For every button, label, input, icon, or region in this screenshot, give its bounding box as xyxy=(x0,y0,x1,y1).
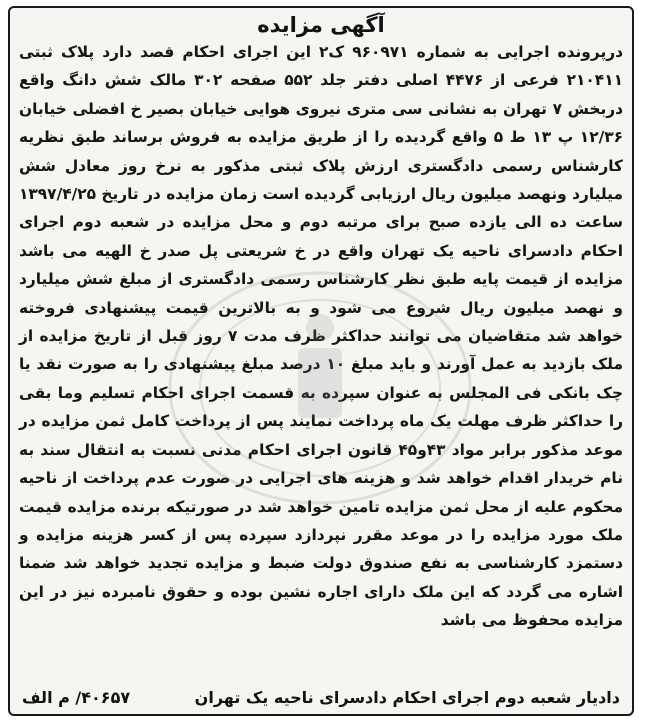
notice-signature: دادیار شعبه دوم اجرای احکام دادسرای ناحیه یک تهران xyxy=(194,687,620,707)
notice-code: ۴۰۶۵۷/ م الف xyxy=(22,687,131,707)
notice-body-text: درپرونده اجرایی به شماره ۹۶۰۹۷۱ ک۲ این اجرای احکام قصد دارد پلاک ثبتی ۲۱۰۴۱۱ فرعی از ۴۴۷۶ اصلی دفتر جلد ۵۵۲ صفحه ۳۰۲ مالک شش دانگ واقع دربخش ۷ تهران به نشانی سی متری نیروی هوایی خیابان بصیر خ افضلی خیابان ۱۲/۳۶ پ ۱۳ ط ۵ واقع گردیده را از طریق مزایده به فروش برساند طبق نظریه کارشناس رسمی دادگستری ارزش پلاک ثبتی مذکور به نرخ روز معادل شش میلیارد ونهصد میلیون ریال ارزیابی گردیده است زمان مزایده در تاریخ ۱۳۹۷/۴/۲۵ ساعت ده الی یازده صبح برای مرتبه دوم و محل مزایده در شعبه دوم اجرای احکام دادسرای ناحیه یک تهران واقع در خ شریعتی پل صدر خ الهیه می باشد مزایده از قیمت پایه طبق نظر کارشناس رسمی دادگستری از مبلغ شش میلیارد و نهصد میلیون ریال شروع می شود و به بالاترین قیمت پیشنهادی فروخته خواهد شد متقاضیان می توانند حداکثر ظرف مدت ۷ روز قبل از تاریخ مزایده از ملک بازدید به عمل آورند و باید مبلغ ۱۰ درصد مبلغ پیشنهادی را به صورت نقد یا چک بانکی فی المجلس به عنوان سپرده به قسمت اجرای احکام تسلیم وما بقی را حداکثر ظرف مهلت یک ماه پرداخت نمایند پس از پرداخت کامل ثمن مزایده در موعد مذکور برابر مواد ۴۳و۴۵ قانون اجرای احکام مدنی نسبت به انتقال سند به نام خریدار اقدام خواهد شد و هزینه های اجرایی در صورت عدم پرداخت از ناحیه محکوم علیه از محل ثمن مزایده تامین خواهد شد در صورتیکه برنده مزایده قیمت ملک مورد مزایده را در موعد مقرر نپردازد سپرده پس از کسر هزینه مزایده و دستمزد کارشناسی به نفع صندوق دولت ضبط و مزایده تجدید خواهد شد ضمنا اشاره می گردد که این ملک دارای اجاره نشین بوده و حقوق نامبرده نیز در این مزایده محفوظ می باشد xyxy=(19,43,623,630)
auction-notice-box xyxy=(8,6,634,716)
notice-footer xyxy=(10,682,632,712)
notice-body xyxy=(10,38,632,635)
notice-title: آگهی مزایده xyxy=(257,13,385,37)
